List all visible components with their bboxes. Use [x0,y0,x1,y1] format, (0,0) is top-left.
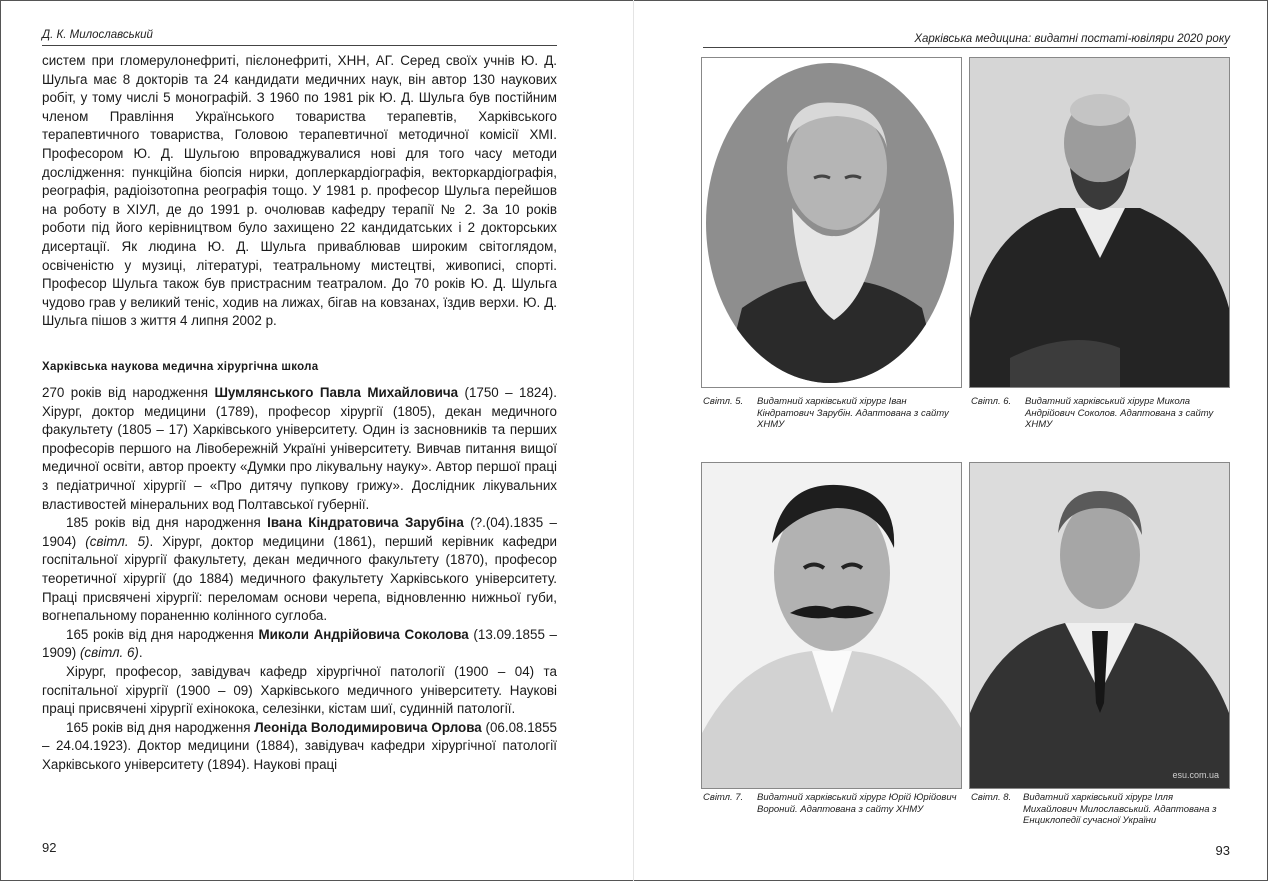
photo-caption [703,792,961,832]
page-number-left: 92 [42,840,57,855]
caption-label: Світл. 5. [703,396,744,407]
person-name: Івана Кіндратовича Зарубіна [267,515,464,531]
photo-caption [971,792,1229,832]
caption-text: Видатний харківський хірург Іван Кіндратович Зарубін. Адаптована з сайту ХНМУ [757,396,949,430]
page-number-right: 93 [1215,843,1230,858]
caption-label: Світл. 7. [703,792,744,803]
body-text-top [42,52,557,331]
paragraph-shulga: систем при гломерулонефриті, пієлонефриті, ХНН, АГ. Серед своїх учнів Ю. Д. Шульга має 8 докторів та 24 кандидати медичних наук, він автор 130 наукових робіт, у тому числі 5 монографій. З 1960 по 1981 рік Ю. Д. Шульга був постійним членом Правління Українського товариства терапевтів, Харківського терапевтичного товариства, Головою терапевтичної методичної комісії ХМІ. Професором Ю. Д. Шульгою впроваджувалися нові для того часу методи дослідження: пункційна біопсія нирки, доплеркардіографія, векторкардіографія, реографія, радіоізотопна реографія тощо. У 1981 р. професор Шульга перейшов на роботу в ХІУЛ, де до 1991 р. очолював кафедру терапії № 2. За 10 років роботи під його керівництвом було захищено 22 кандидатських і 2 докторських дисертації. Як людина Ю. Д. Шульга приваблював широким світоглядом, освіченістю у музиці, літературі, театральному мистецтві, живописі, спорті. Професор Шульга також був пристрасним театралом. До 70 років Ю. Д. Шульга чудово грав у великий теніс, ходив на лижах, бігав на ковзанах, їздив верхи. Ю. Д. Шульга пішов з життя 4 липня 2002 р. [42,53,557,329]
paragraph-sokolov: Хірург, професор, завідувач кафедр хірургічної патології (1900 – 04) та госпітальної хірургії (1900 – 09) Харківського медичного університету. Наукові праці присвячені хірургії ехінокока, селезінки, кістам шиї, судинній патології. [42,663,557,717]
portrait-photo-zarubin [701,57,962,388]
paragraph-orlov: 165 років від дня народження Леоніда Володимировича Орлова (06.08.1855 – 24.04.1923). Доктор медицини (1884), завідувач кафедри хірургічної патології Харківського університету (1894). Наукові праці [42,719,558,772]
caption-text: Видатний харківський хірург Микола Андрійович Соколов. Адаптована з сайту ХНМУ [1025,396,1214,430]
photo-caption [971,396,1229,436]
caption-text: Видатний харківський хірург Юрій Юрійович Вороний. Адаптована з сайту ХНМУ [757,792,957,815]
figure-reference: (світл. 6) [79,645,139,661]
person-name: Миколи Андрійовича Соколова [258,626,469,642]
caption-label: Світл. 6. [971,396,1012,407]
section-title: Харківська наукова медична хірургічна школа [42,361,319,373]
photo-caption [703,396,961,436]
caption-text: Видатний харківський хірург Ілля Михайлович Милославський. Адаптована з Енциклопедії сучасної України [1023,792,1217,826]
portrait-photo-sokolov [969,57,1230,388]
portrait-photo-miloslavskyi [969,462,1230,789]
person-name: Леоніда Володимировича Орлова [254,719,482,735]
header-rule-right [703,47,1227,48]
figure-reference: (світл. 5) [85,533,150,549]
paragraph-shumlyanskyi: 270 років від народження Шумлянського Павла Михайловича (1750 – 1824). Хірург, доктор медицини (1789), професор хірургії (1805), декан медичного факультету (1805 – 17) Харківського університету. Один із засновників та перших професорів першого на Лівобережній Україні університету. Вивчав питання вищої медичної освіти, автор проекту «Думки про лікувальну науку». Автор першої праці з педіатричної хірургії – «Про дитячу пупкову грижу». Дослідник лікувальних властивостей мінеральних вод Полтавської губернії. [42,385,557,512]
watermark: esu.com.ua [1172,770,1219,780]
running-header-right: Харківська медицина: видатні постаті-ювіляри 2020 року [914,33,1230,45]
running-header-left: Д. К. Милославський [42,29,153,41]
paragraph-sokolov-title: 165 років від дня народження Миколи Андрійовича Соколова (13.09.1855 – 1909) (світл. 6). [42,626,557,661]
paragraph-zarubin: 185 років від дня народження Івана Кіндратовича Зарубіна (?.(04).1835 – 1904) (світл. 5). Хірург, доктор медицини (1861), перший керівник кафедри госпітальної хірургії факультету, декан медичного факультету (1870), професор теоретичної хірургії (до 1884) медичного факультету Харківського університету. Праці присвячені хірургії: переломам основи черепа, відновленню нижньої губи, вогнепальному пораненню колінного суглоба. [42,515,557,624]
page-gutter [633,0,634,881]
header-rule-left [42,45,557,46]
person-name: Шумлянського Павла Михайловича [214,385,459,400]
portrait-photo-voronyi [701,462,962,789]
body-text-bottom [42,384,557,774]
caption-label: Світл. 8. [971,792,1012,803]
